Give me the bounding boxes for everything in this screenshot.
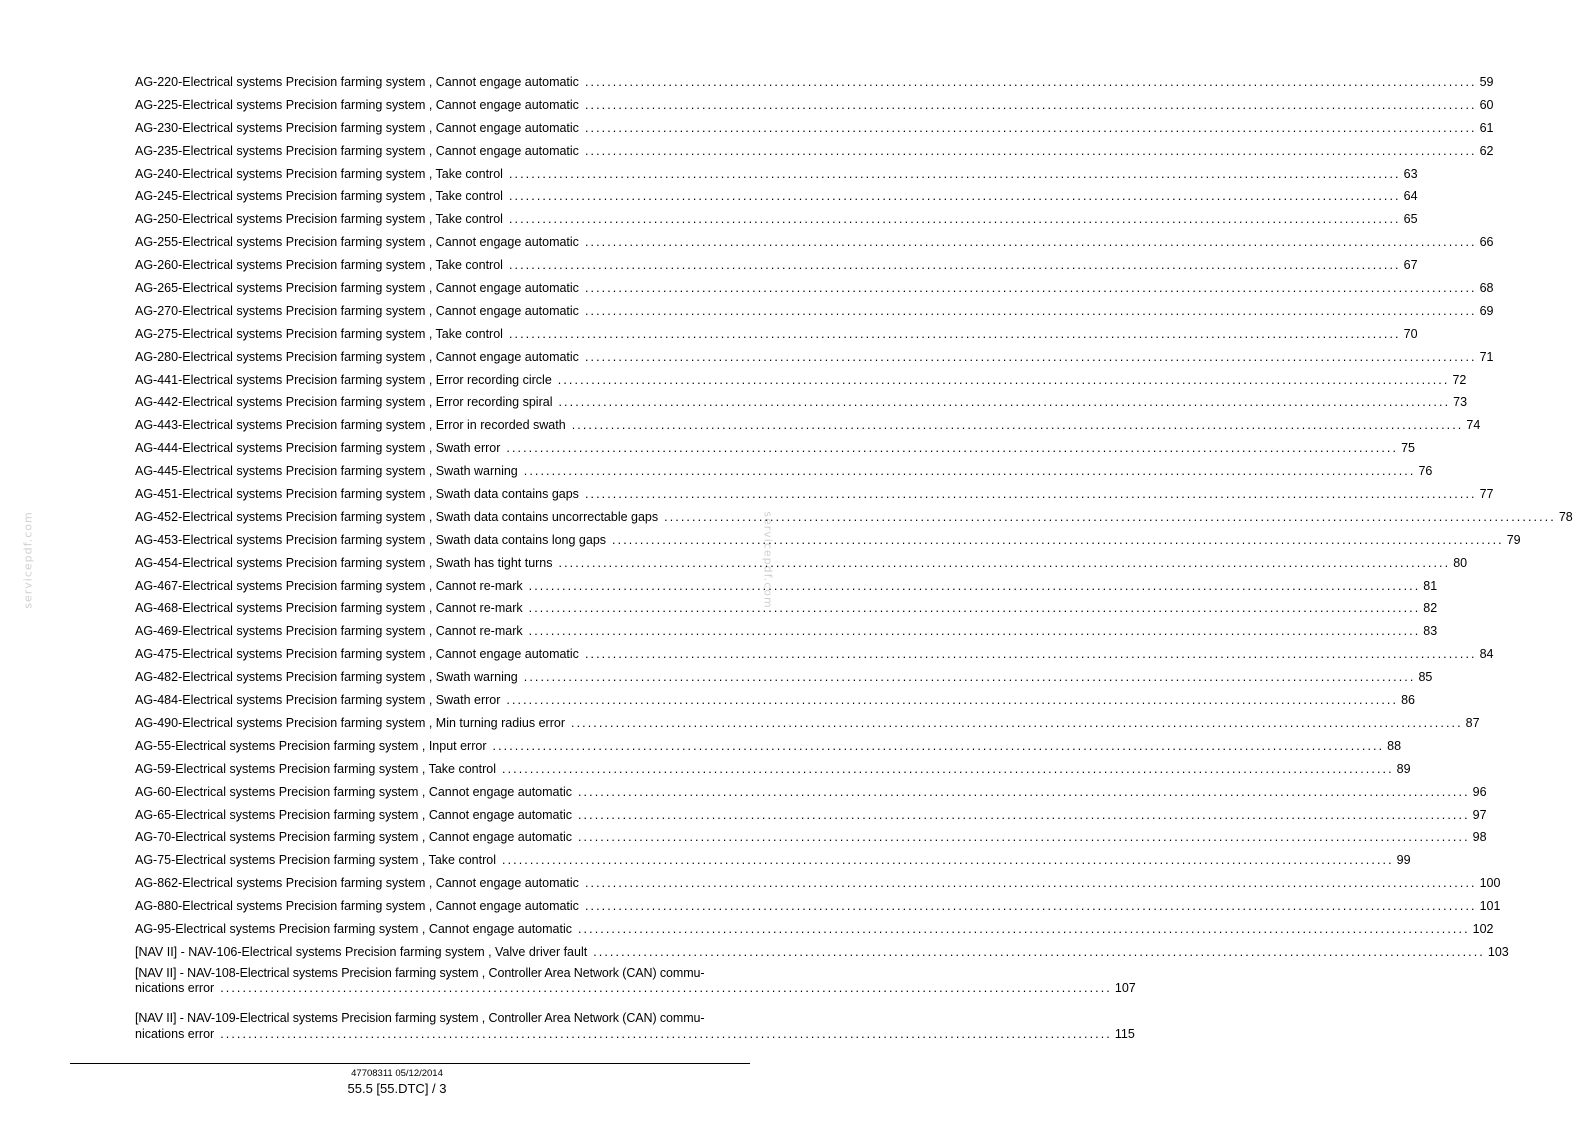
toc-entry[interactable] — [135, 140, 1494, 163]
toc-leader-dots: ................................................................................................................................................................ — [523, 464, 1416, 479]
toc-entry-line2 — [135, 1026, 1135, 1043]
toc-entry[interactable] — [135, 185, 1418, 208]
toc-leader-dots: ................................................................................................................................................................ — [577, 807, 1470, 822]
toc-entry-title: AG-230-Electrical systems Precision farming system , Cannot engage automatic — [135, 120, 579, 135]
toc-entry-page: 102 — [1472, 921, 1494, 936]
toc-entry-title: AG-225-Electrical systems Precision farming system , Cannot engage automatic — [135, 97, 579, 112]
toc-entry[interactable] — [135, 529, 1521, 552]
toc-entry-page: 71 — [1479, 349, 1494, 364]
toc-entry-page: 70 — [1403, 326, 1418, 341]
toc-entry-page: 76 — [1418, 464, 1433, 479]
watermark-right: servicepdf.com — [761, 511, 775, 609]
toc-entry-title: AG-490-Electrical systems Precision farming system , Min turning radius error — [135, 715, 565, 730]
toc-leader-dots: ................................................................................................................................................................ — [528, 578, 1421, 593]
toc-entry[interactable] — [135, 506, 1573, 529]
toc-leader-dots: ................................................................................................................................................................ — [584, 75, 1477, 89]
toc-leader-dots: ................................................................................................................................................................ — [558, 555, 1451, 570]
toc-leader-dots: ................................................................................................................................................................ — [557, 372, 1450, 387]
toc-entry[interactable] — [135, 575, 1438, 598]
toc-entry[interactable] — [135, 94, 1494, 117]
toc-leader-dots: ................................................................................................................................................................ — [508, 258, 1401, 273]
toc-entry[interactable] — [135, 300, 1494, 323]
toc-entry-page: 87 — [1465, 715, 1480, 730]
toc-entry-title-line2: nications error — [135, 1026, 215, 1041]
footer-doc-code: 47708311 05/12/2014 — [351, 1068, 443, 1079]
toc-entry-page: 115 — [1114, 1026, 1135, 1041]
toc-entry-page: 96 — [1472, 784, 1487, 799]
toc-entry-page: 89 — [1396, 761, 1411, 776]
toc-entry-title: AG-444-Electrical systems Precision farming system , Swath error — [135, 441, 501, 456]
toc-entry-title: AG-484-Electrical systems Precision farming system , Swath error — [135, 693, 501, 708]
toc-entry-page: 72 — [1452, 372, 1467, 387]
toc-leader-dots: ................................................................................................................................................................ — [584, 235, 1477, 250]
toc-entry-title: AG-443-Electrical systems Precision farming system , Error in recorded swath — [135, 418, 566, 433]
toc-entry-page: 65 — [1403, 212, 1418, 227]
toc-entry[interactable] — [135, 712, 1480, 735]
toc-entry[interactable] — [135, 849, 1411, 872]
toc-leader-dots: ................................................................................................................................................................ — [664, 509, 1556, 524]
toc-entry-title: AG-880-Electrical systems Precision farming system , Cannot engage automatic — [135, 899, 579, 914]
toc-leader-dots: ................................................................................................................................................................ — [584, 303, 1477, 318]
toc-entry-title: AG-70-Electrical systems Precision farming system , Cannot engage automatic — [135, 830, 572, 845]
toc-entry-page: 78 — [1558, 509, 1573, 524]
toc-entry-title: AG-451-Electrical systems Precision farming system , Swath data contains gaps — [135, 487, 579, 502]
toc-entry-page: 101 — [1479, 899, 1501, 914]
toc-entry-title: AG-95-Electrical systems Precision farming system , Cannot engage automatic — [135, 921, 572, 936]
toc-leader-dots: ................................................................................................................................................................ — [584, 487, 1477, 502]
toc-leader-dots: ................................................................................................................................................................ — [528, 601, 1421, 616]
toc-entry-title: AG-255-Electrical systems Precision farming system , Cannot engage automatic — [135, 235, 579, 250]
toc-entry[interactable] — [135, 323, 1418, 346]
toc-entry-multiline[interactable] — [135, 1009, 1135, 1055]
toc-entry-title: AG-862-Electrical systems Precision farming system , Cannot engage automatic — [135, 876, 579, 891]
toc-entry-title: AG-275-Electrical systems Precision farming system , Take control — [135, 326, 503, 341]
toc-entry-title: AG-75-Electrical systems Precision farming system , Take control — [135, 853, 496, 868]
toc-entry[interactable] — [135, 597, 1438, 620]
toc-entry-title: AG-235-Electrical systems Precision farming system , Cannot engage automatic — [135, 143, 579, 158]
toc-entry[interactable] — [135, 460, 1433, 483]
toc-entry[interactable] — [135, 758, 1411, 781]
toc-leader-dots: ................................................................................................................................................................ — [220, 1026, 1112, 1041]
toc-leader-dots: ................................................................................................................................................................ — [584, 647, 1477, 662]
toc-entry-page: 79 — [1506, 532, 1521, 547]
toc-entry-page: 64 — [1403, 189, 1418, 204]
toc-entry[interactable] — [135, 254, 1418, 277]
toc-entry-page: 68 — [1479, 281, 1494, 296]
toc-entry-title: AG-265-Electrical systems Precision farming system , Cannot engage automatic — [135, 281, 579, 296]
toc-entry-title: AG-270-Electrical systems Precision farming system , Cannot engage automatic — [135, 303, 579, 318]
toc-entry-title: AG-482-Electrical systems Precision farming system , Swath warning — [135, 670, 518, 685]
toc-entry[interactable] — [135, 735, 1402, 758]
toc-entry-title: AG-250-Electrical systems Precision farming system , Take control — [135, 212, 503, 227]
toc-entry-page: 63 — [1403, 166, 1418, 181]
toc-entry[interactable] — [135, 71, 1494, 94]
toc-leader-dots: ................................................................................................................................................................ — [506, 693, 1399, 708]
toc-leader-dots: ................................................................................................................................................................ — [584, 120, 1477, 135]
toc-entry[interactable] — [135, 941, 1509, 964]
toc-entry[interactable] — [135, 918, 1494, 941]
toc-entry-page: 66 — [1479, 235, 1494, 250]
toc-entry-page: 97 — [1472, 807, 1487, 822]
toc-entry[interactable] — [135, 117, 1494, 140]
toc-entry[interactable] — [135, 231, 1494, 254]
toc-leader-dots: ................................................................................................................................................................ — [584, 349, 1477, 364]
toc-leader-dots: ................................................................................................................................................................ — [571, 418, 1464, 433]
toc-entry[interactable] — [135, 277, 1494, 300]
toc-entry[interactable] — [135, 666, 1433, 689]
toc-entry-page: 81 — [1423, 578, 1438, 593]
toc-leader-dots: ................................................................................................................................................................ — [593, 944, 1485, 959]
footer-page-ref: 55.5 [55.DTC] / 3 — [347, 1081, 447, 1096]
toc-entry-title: AG-55-Electrical systems Precision farming system , Input error — [135, 738, 487, 753]
toc-entry[interactable] — [135, 346, 1494, 369]
toc-entry[interactable] — [135, 552, 1468, 575]
toc-entry-title-line1: [NAV II] - NAV-108-Electrical systems Precision farming system , Controller Area Network (CAN) commu- — [135, 965, 705, 980]
toc-leader-dots: ................................................................................................................................................................ — [612, 532, 1504, 547]
toc-entry-title: AG-475-Electrical systems Precision farming system , Cannot engage automatic — [135, 647, 579, 662]
toc-leader-dots: ................................................................................................................................................................ — [220, 981, 1112, 996]
toc-entry-title: AG-454-Electrical systems Precision farming system , Swath has tight turns — [135, 555, 553, 570]
toc-entry-page: 84 — [1479, 647, 1494, 662]
toc-entry-title: AG-220-Electrical systems Precision farming system , Cannot engage automatic — [135, 75, 579, 89]
toc-entry-title: AG-452-Electrical systems Precision farming system , Swath data contains uncorrectable gaps — [135, 509, 659, 524]
toc-leader-dots: ................................................................................................................................................................ — [584, 281, 1477, 296]
toc-entry[interactable] — [135, 781, 1487, 804]
toc-entry-title: AG-59-Electrical systems Precision farming system , Take control — [135, 761, 496, 776]
toc-entry-page: 100 — [1479, 876, 1501, 891]
toc-leader-dots: ................................................................................................................................................................ — [584, 899, 1477, 914]
toc-entry[interactable] — [135, 804, 1487, 827]
toc-leader-dots: ................................................................................................................................................................ — [502, 853, 1394, 868]
toc-entry-page: 103 — [1487, 944, 1509, 959]
toc-entry[interactable] — [135, 826, 1487, 849]
toc-entry[interactable] — [135, 643, 1494, 666]
toc-entry-title: AG-240-Electrical systems Precision farming system , Take control — [135, 166, 503, 181]
toc-entry-page: 59 — [1479, 75, 1494, 89]
toc-entry-page: 107 — [1114, 981, 1136, 996]
footer-divider — [70, 1063, 750, 1064]
toc-leader-dots: ................................................................................................................................................................ — [506, 441, 1399, 456]
toc-entry-title: AG-60-Electrical systems Precision farming system , Cannot engage automatic — [135, 784, 572, 799]
toc-entry-title: AG-453-Electrical systems Precision farming system , Swath data contains long gaps — [135, 532, 607, 547]
toc-leader-dots: ................................................................................................................................................................ — [492, 738, 1385, 753]
toc-entry-page: 86 — [1401, 693, 1415, 708]
toc-leader-dots: ................................................................................................................................................................ — [584, 97, 1477, 112]
toc-leader-dots: ................................................................................................................................................................ — [528, 624, 1421, 639]
toc-entry-page: 67 — [1403, 258, 1418, 273]
toc-entry-page: 85 — [1418, 670, 1433, 685]
toc-leader-dots: ................................................................................................................................................................ — [584, 143, 1477, 158]
toc-entry-page: 99 — [1396, 853, 1411, 868]
toc-entry-title: [NAV II] - NAV-106-Electrical systems Precision farming system , Valve driver fault — [135, 944, 588, 959]
toc-entry[interactable] — [135, 620, 1438, 643]
toc-entry-title: AG-260-Electrical systems Precision farming system , Take control — [135, 258, 503, 273]
toc-entry-title: AG-445-Electrical systems Precision farming system , Swath warning — [135, 464, 518, 479]
toc-entry[interactable] — [135, 895, 1501, 918]
toc-entry-title: AG-467-Electrical systems Precision farming system , Cannot re-mark — [135, 578, 523, 593]
toc-entry-title: AG-65-Electrical systems Precision farming system , Cannot engage automatic — [135, 807, 572, 822]
toc-entry-line2 — [135, 981, 1136, 997]
toc-entry-page: 73 — [1453, 395, 1468, 410]
toc-leader-dots: ................................................................................................................................................................ — [508, 166, 1401, 181]
toc-entry-page: 98 — [1472, 830, 1487, 845]
toc-entry-page: 80 — [1453, 555, 1468, 570]
toc-leader-dots: ................................................................................................................................................................ — [502, 761, 1394, 776]
toc-entry-page: 75 — [1401, 441, 1415, 456]
toc-entry-title: AG-245-Electrical systems Precision farming system , Take control — [135, 189, 503, 204]
toc-entry-page: 83 — [1423, 624, 1438, 639]
toc-leader-dots: ................................................................................................................................................................ — [558, 395, 1451, 410]
toc-entry-page: 61 — [1479, 120, 1494, 135]
toc-entry-page: 69 — [1479, 303, 1494, 318]
toc-entry[interactable] — [135, 208, 1418, 231]
toc-leader-dots: ................................................................................................................................................................ — [508, 189, 1401, 204]
toc-entry-title-line1: [NAV II] - NAV-109-Electrical systems Precision farming system , Controller Area Network (CAN) commu- — [135, 1011, 705, 1026]
toc-leader-dots: ................................................................................................................................................................ — [508, 212, 1401, 227]
toc-entry[interactable] — [135, 437, 1415, 460]
toc-leader-dots: ................................................................................................................................................................ — [523, 670, 1416, 685]
toc-entry-title: AG-468-Electrical systems Precision farming system , Cannot re-mark — [135, 601, 523, 616]
toc-leader-dots: ................................................................................................................................................................ — [571, 715, 1463, 730]
toc-entry-title: AG-442-Electrical systems Precision farming system , Error recording spiral — [135, 395, 553, 410]
toc-entry-page: 60 — [1479, 97, 1494, 112]
toc-entry-page: 62 — [1479, 143, 1494, 158]
toc-entry-title: AG-441-Electrical systems Precision farming system , Error recording circle — [135, 372, 552, 387]
toc-entry-title: AG-469-Electrical systems Precision farming system , Cannot re-mark — [135, 624, 523, 639]
toc-entry-page: 77 — [1479, 487, 1494, 502]
toc-leader-dots: ................................................................................................................................................................ — [577, 830, 1470, 845]
toc-entry-title-line2: nications error — [135, 981, 215, 996]
toc-entry[interactable] — [135, 163, 1418, 186]
toc-leader-dots: ................................................................................................................................................................ — [577, 921, 1470, 936]
toc-entry-page: 74 — [1466, 418, 1481, 433]
toc-entry-page: 88 — [1387, 738, 1402, 753]
watermark-left: servicepdf.com — [21, 511, 35, 609]
toc-leader-dots: ................................................................................................................................................................ — [577, 784, 1470, 799]
toc-entry-page: 82 — [1423, 601, 1438, 616]
toc-entry-title: AG-280-Electrical systems Precision farming system , Cannot engage automatic — [135, 349, 579, 364]
toc-entry[interactable] — [135, 414, 1481, 437]
toc-entry-multiline[interactable] — [135, 964, 1136, 1010]
toc-entry[interactable] — [135, 689, 1415, 712]
toc-entry[interactable] — [135, 391, 1468, 414]
toc-entry[interactable] — [135, 872, 1501, 895]
toc-entry[interactable] — [135, 483, 1494, 506]
toc-leader-dots: ................................................................................................................................................................ — [584, 876, 1477, 891]
toc-entry[interactable] — [135, 369, 1467, 392]
toc-leader-dots: ................................................................................................................................................................ — [508, 326, 1401, 341]
